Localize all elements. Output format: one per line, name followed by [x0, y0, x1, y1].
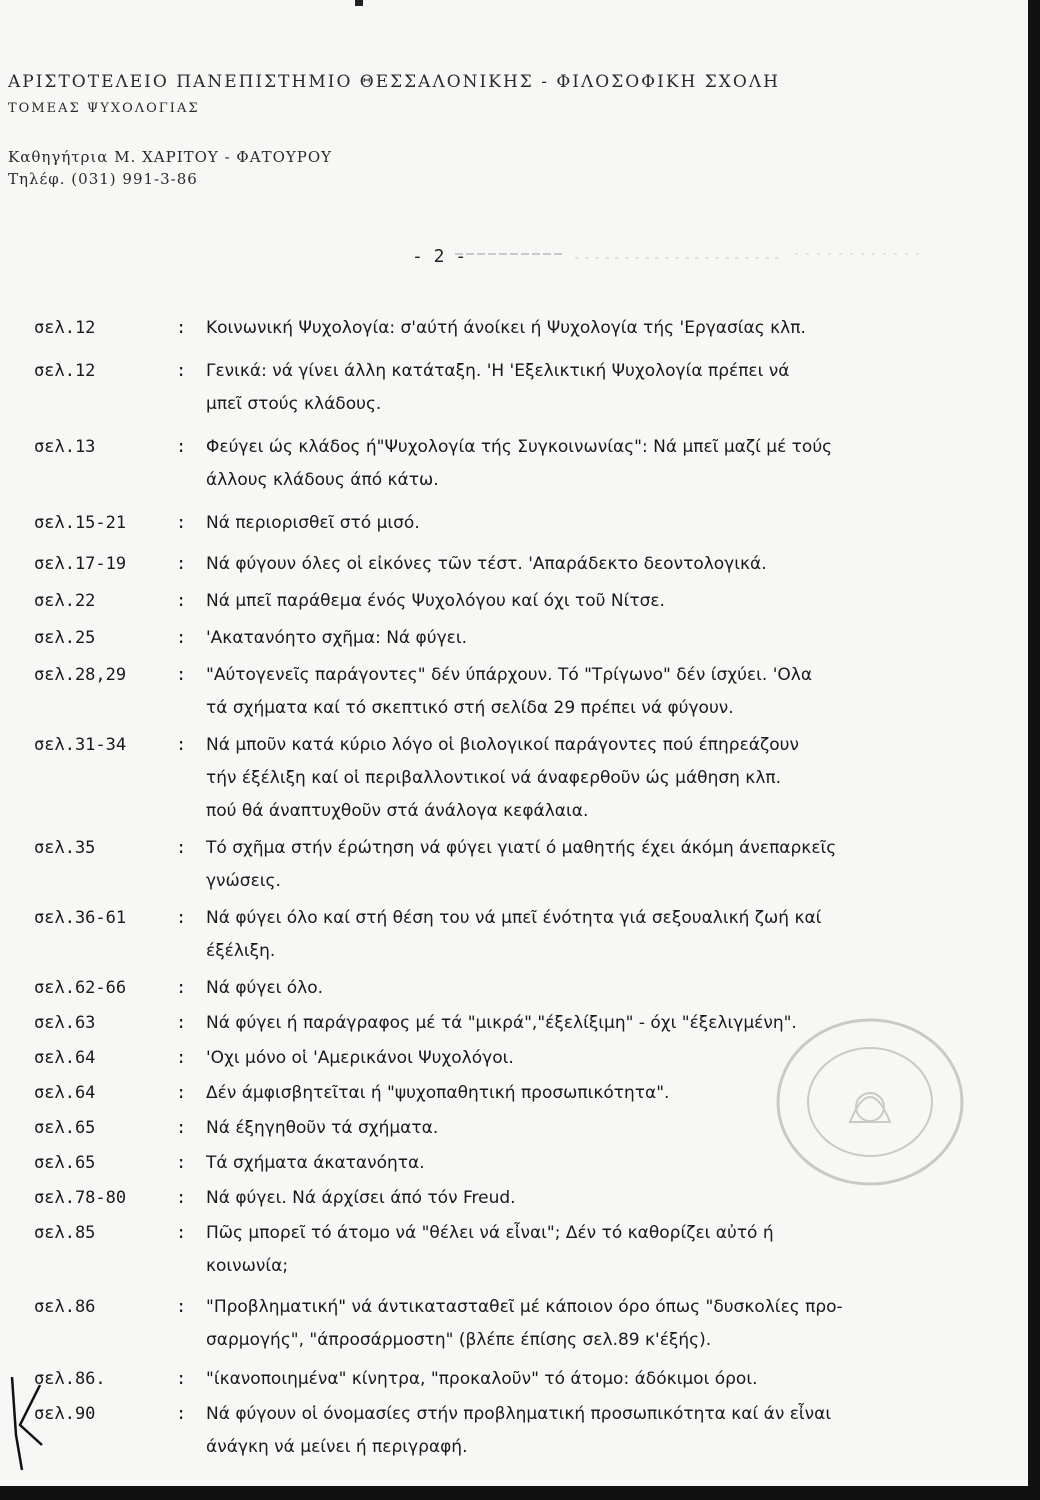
- entry-page-ref: σελ.64: [34, 1048, 96, 1068]
- entry-comment: [206, 355, 976, 421]
- department-name: ΤΟΜΕΑΣ ΨΥΧΟΛΟΓΙΑΣ: [8, 101, 200, 116]
- review-entries-list: [34, 312, 994, 1464]
- entry-comment-line: Κοινωνική Ψυχολογία: σ'αύτή άνοίκει ή Ψυχολογία τής 'Εργασίας κλπ.: [206, 318, 806, 338]
- entry-page-ref: σελ.86.: [34, 1369, 106, 1389]
- entry-comment: [206, 1363, 976, 1396]
- entry-colon: :: [176, 1013, 187, 1033]
- review-entry: [34, 1217, 994, 1283]
- entry-page-ref: σελ.86: [34, 1297, 96, 1317]
- entry-page-ref: σελ.65: [34, 1153, 96, 1173]
- entry-colon: :: [176, 437, 187, 457]
- entry-comment-line: Νά περιορισθεῖ στό μισό.: [206, 513, 420, 533]
- entry-page-ref: σελ.90: [34, 1404, 96, 1424]
- entry-comment-line: έξέλιξη.: [206, 941, 276, 961]
- entry-comment-line: Γενικά: νά γίνει άλλη κατάταξη. 'Η 'Εξελικτική Ψυχολογία πρέπει νά: [206, 361, 790, 381]
- entry-colon: :: [176, 838, 187, 858]
- entry-colon: :: [176, 1153, 187, 1173]
- review-entry: [34, 1291, 994, 1357]
- entry-comment: [206, 622, 976, 655]
- entry-comment: [206, 972, 976, 1005]
- entry-comment-line: 'Οχι μόνο οἱ 'Αμερικάνοι Ψυχολόγοι.: [206, 1048, 514, 1068]
- entry-comment-line: Νά φύγει όλο.: [206, 978, 324, 998]
- entry-comment-line: άλλους κλάδους άπό κάτω.: [206, 470, 439, 490]
- entry-comment-line: "Αύτογενεῖς παράγοντες" δέν ύπάρχουν. Τό "Τρίγωνο" δέν ίσχύει. 'Ολα: [206, 665, 813, 685]
- entry-comment-line: Πῶς μπορεῖ τό άτομο νά "θέλει νά εἶναι"; Δέν τό καθορίζει αὐτό ή: [206, 1223, 774, 1243]
- entry-page-ref: σελ.12: [34, 318, 96, 338]
- entry-page-ref: σελ.25: [34, 628, 96, 648]
- review-entry: [34, 312, 994, 345]
- entry-colon: :: [176, 1188, 187, 1208]
- entry-colon: :: [176, 591, 187, 611]
- entry-comment-line: "ίκανοποιημένα" κίνητρα, "προκαλοῦν" τό άτομο: άδόκιμοι όροι.: [206, 1369, 758, 1389]
- entry-colon: :: [176, 554, 187, 574]
- entry-page-ref: σελ.31-34: [34, 735, 127, 755]
- entry-comment-line: γνώσεις.: [206, 871, 281, 891]
- professor-info: [8, 148, 332, 192]
- entry-page-ref: σελ.12: [34, 361, 96, 381]
- entry-comment: [206, 585, 976, 618]
- entry-colon: :: [176, 735, 187, 755]
- review-entry: [34, 548, 994, 581]
- page-number: - 2 -: [412, 246, 467, 267]
- faded-dash-line: [455, 248, 925, 266]
- entry-colon: :: [176, 513, 187, 533]
- review-entry: [34, 507, 994, 540]
- entry-comment: [206, 431, 976, 497]
- entry-colon: :: [176, 908, 187, 928]
- entry-comment-line: Δέν άμφισβητεῖται ή "ψυχοπαθητική προσωπικότητα".: [206, 1083, 670, 1103]
- entry-comment: [206, 507, 976, 540]
- entry-page-ref: σελ.35: [34, 838, 96, 858]
- entry-colon: :: [176, 1404, 187, 1424]
- review-entry: [34, 902, 994, 968]
- entry-colon: :: [176, 1118, 187, 1138]
- review-entry: [34, 729, 994, 828]
- entry-comment-line: τά σχήματα καί τό σκεπτικό στή σελίδα 29 πρέπει νά φύγουν.: [206, 698, 734, 718]
- entry-colon: :: [176, 361, 187, 381]
- entry-colon: :: [176, 1083, 187, 1103]
- entry-comment-line: Νά φύγουν οἱ όνομασίες στήν προβληματική προσωπικότητα καί άν εἶναι: [206, 1404, 832, 1424]
- entry-comment-line: 'Ακατανόητο σχῆμα: Νά φύγει.: [206, 628, 467, 648]
- entry-colon: :: [176, 665, 187, 685]
- entry-comment-line: Νά φύγουν όλες οἱ εἰκόνες τῶν τέστ. 'Απαράδεκτο δεοντολογικά.: [206, 554, 767, 574]
- entry-comment-line: μπεῖ στούς κλάδους.: [206, 394, 382, 414]
- entry-page-ref: σελ.15-21: [34, 513, 127, 533]
- entry-page-ref: σελ.65: [34, 1118, 96, 1138]
- entry-page-ref: σελ.85: [34, 1223, 96, 1243]
- entry-page-ref: σελ.78-80: [34, 1188, 127, 1208]
- entry-comment-line: Νά μπεῖ παράθεμα ένός Ψυχολόγου καί όχι τοῦ Νίτσε.: [206, 591, 665, 611]
- entry-comment: [206, 1398, 976, 1464]
- professor-name: Καθηγήτρια Μ. ΧΑΡΙΤΟΥ - ΦΑΤΟΥΡΟΥ: [8, 148, 333, 166]
- entry-comment-line: άνάγκη νά μείνει ή περιγραφή.: [206, 1437, 468, 1457]
- review-entry: [34, 431, 994, 497]
- entry-comment: [206, 832, 976, 898]
- entry-colon: :: [176, 1297, 187, 1317]
- scan-mark: [355, 0, 363, 6]
- letterhead: [8, 72, 780, 116]
- entry-comment-line: Τό σχῆμα στήν έρώτηση νά φύγει γιατί ό μαθητής έχει άκόμη άνεπαρκεῖς: [206, 838, 837, 858]
- entry-comment: [206, 659, 976, 725]
- entry-comment: [206, 1217, 976, 1283]
- official-stamp: [770, 1012, 970, 1192]
- review-entry: [34, 355, 994, 421]
- review-entry: [34, 1398, 994, 1464]
- entry-comment: [206, 729, 976, 828]
- review-entry: [34, 622, 994, 655]
- handwritten-mark: [6, 1375, 46, 1475]
- institution-name: ΑΡΙΣΤΟΤΕΛΕΙΟ ΠΑΝΕΠΙΣΤΗΜΙΟ ΘΕΣΣΑΛΟΝΙΚΗΣ - ΦΙΛΟΣΟΦΙΚΗ ΣΧΟΛΗ: [8, 72, 780, 92]
- entry-page-ref: σελ.22: [34, 591, 96, 611]
- entry-page-ref: σελ.17-19: [34, 554, 127, 574]
- review-entry: [34, 585, 994, 618]
- entry-comment-line: κοινωνία;: [206, 1256, 289, 1276]
- entry-comment: [206, 1291, 976, 1357]
- review-entry: [34, 1363, 994, 1396]
- entry-comment-line: Νά έξηγηθοῦν τά σχήματα.: [206, 1118, 439, 1138]
- entry-comment-line: Νά μποῦν κατά κύριο λόγο οἱ βιολογικοί παράγοντες πού έπηρεάζουν: [206, 735, 799, 755]
- entry-colon: :: [176, 628, 187, 648]
- entry-comment: [206, 902, 976, 968]
- entry-page-ref: σελ.13: [34, 437, 96, 457]
- entry-comment-line: Φεύγει ώς κλάδος ή"Ψυχολογία τής Συγκοινωνίας": Νά μπεῖ μαζί μέ τούς: [206, 437, 833, 457]
- professor-phone: Τηλέφ. (031) 991-3-86: [8, 170, 198, 188]
- entry-comment: [206, 312, 976, 345]
- entry-comment-line: πού θά άναπτυχθοῦν στά άνάλογα κεφάλαια.: [206, 801, 589, 821]
- review-entry: [34, 972, 994, 1005]
- entry-colon: :: [176, 978, 187, 998]
- entry-colon: :: [176, 318, 187, 338]
- entry-colon: :: [176, 1223, 187, 1243]
- entry-page-ref: σελ.36-61: [34, 908, 127, 928]
- entry-comment-line: Νά φύγει. Νά άρχίσει άπό τόν Freud.: [206, 1188, 516, 1208]
- entry-comment-line: Νά φύγει όλο καί στή θέση του νά μπεῖ ένότητα γιά σεξουαλική ζωή καί: [206, 908, 822, 928]
- entry-page-ref: σελ.28,29: [34, 665, 127, 685]
- entry-comment-line: τήν έξέλιξη καί οἱ περιβαλλοντικοί νά άναφερθοῦν ώς μάθηση κλπ.: [206, 768, 782, 788]
- entry-comment-line: Νά φύγει ή παράγραφος μέ τά "μικρά","έξελίξιμη" - όχι "έξελιγμένη".: [206, 1013, 797, 1033]
- review-entry: [34, 659, 994, 725]
- entry-comment-line: σαρμογής", "άπροσάρμοστη" (βλέπε έπίσης σελ.89 κ'έξής).: [206, 1330, 712, 1350]
- entry-comment-line: Τά σχήματα άκατανόητα.: [206, 1153, 425, 1173]
- entry-page-ref: σελ.63: [34, 1013, 96, 1033]
- entry-page-ref: σελ.62-66: [34, 978, 127, 998]
- review-entry: [34, 832, 994, 898]
- entry-colon: :: [176, 1369, 187, 1389]
- entry-colon: :: [176, 1048, 187, 1068]
- entry-comment: [206, 548, 976, 581]
- entry-comment-line: "Προβληματική" νά άντικατασταθεῖ μέ κάποιον όρο όπως "δυσκολίες προ-: [206, 1297, 843, 1317]
- entry-page-ref: σελ.64: [34, 1083, 96, 1103]
